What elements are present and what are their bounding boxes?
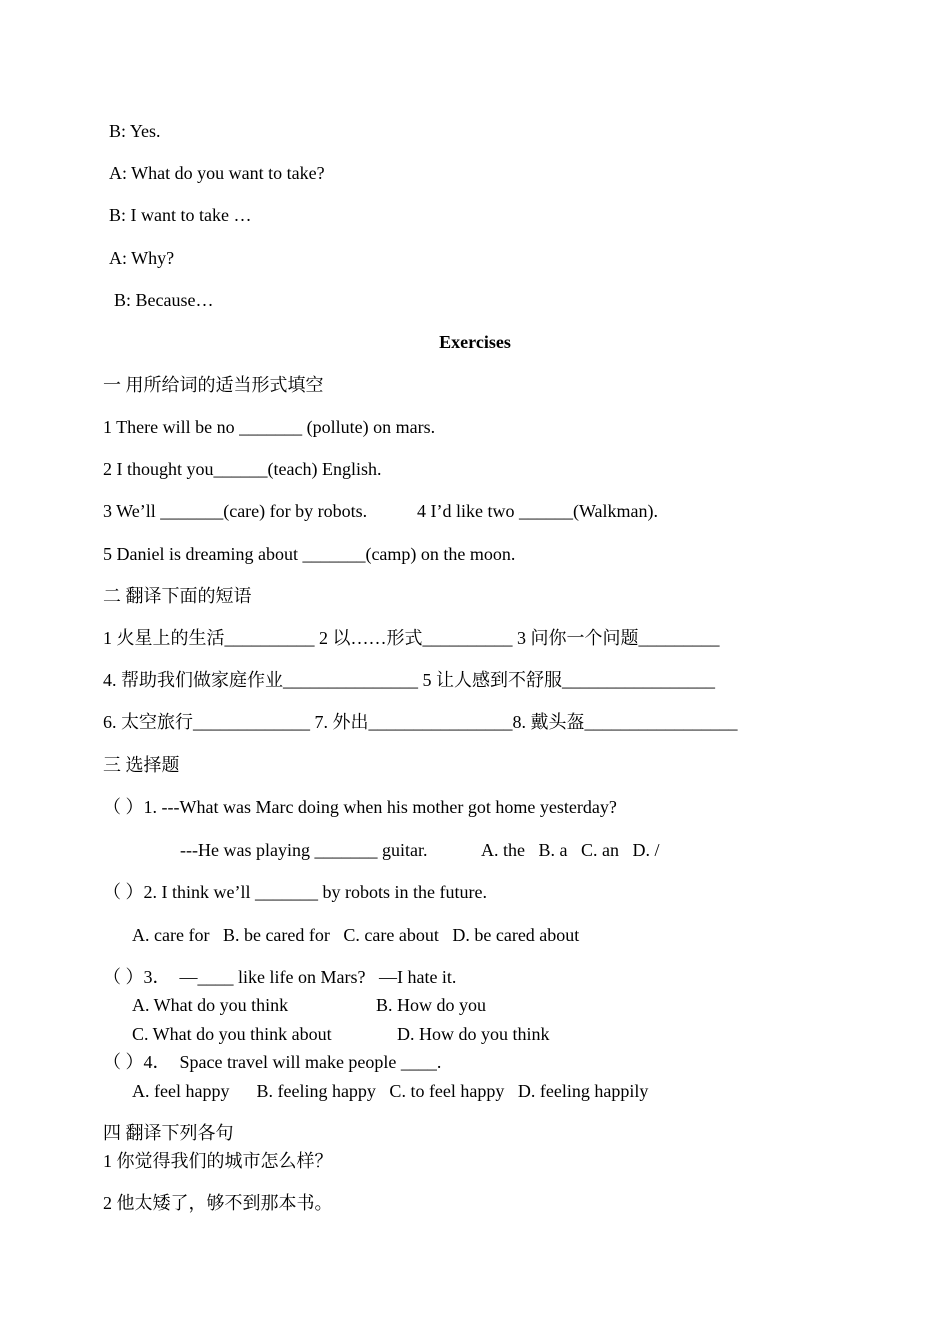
section-heading: 三 选择题 [103,755,180,775]
question-stem: （ ）1. ---What was Marc doing when his mother got home yesterday? [103,797,617,817]
section-heading: 一 用所给词的适当形式填空 [103,375,324,395]
exercise-item: 5 Daniel is dreaming about _______(camp) on the moon. [103,544,516,564]
exercise-item: 2 I thought you______(teach) English. [103,459,382,479]
exercise-item: 1 There will be no _______ (pollute) on mars. [103,417,436,437]
exercise-item: 4 I’d like two ______(Walkman). [417,501,658,521]
option-d: D. How do you think [397,1024,550,1044]
question-line: ---He was playing _______ guitar. [180,840,428,860]
dialogue-line: A: Why? [109,248,175,268]
question-stem: （ ）4． Space travel will make people ____. [103,1052,442,1072]
translation-row: 6. 太空旅行_____________ 7. 外出________________8. 戴头盔_________________ [103,712,738,732]
exercises-title: Exercises [439,332,511,352]
section-heading: 四 翻译下列各句 [103,1123,234,1143]
dialogue-line: B: I want to take … [109,205,252,225]
question-options: A. feel happy B. feeling happy C. to feel happy D. feeling happily [132,1081,649,1101]
question-options: A. the B. a C. an D. / [481,840,660,860]
option-a: A. What do you think [132,995,289,1015]
translation-row: 4. 帮助我们做家庭作业_______________ 5 让人感到不舒服_________________ [103,670,715,690]
option-c: C. What do you think about [132,1024,332,1044]
dialogue-line: B: Because… [114,290,214,310]
translation-sentence: 1 你觉得我们的城市怎么样？ [103,1151,333,1171]
dialogue-line: B: Yes. [109,121,161,141]
translation-row: 1 火星上的生活__________ 2 以……形式__________ 3 问你一个问题_________ [103,628,720,648]
exercise-item: 3 We’ll _______(care) for by robots. [103,501,368,521]
question-stem: （ ）2. I think we’ll _______ by robots in the future. [103,882,487,902]
question-options: A. care for B. be cared for C. care about D. be cared about [132,925,580,945]
dialogue-line: A: What do you want to take? [109,163,325,183]
question-stem: （ ）3． —____ like life on Mars? —I hate it. [103,967,457,987]
option-b: B. How do you [376,995,487,1015]
translation-sentence: 2 他太矮了，够不到那本书。 [103,1193,333,1213]
section-heading: 二 翻译下面的短语 [103,586,252,606]
